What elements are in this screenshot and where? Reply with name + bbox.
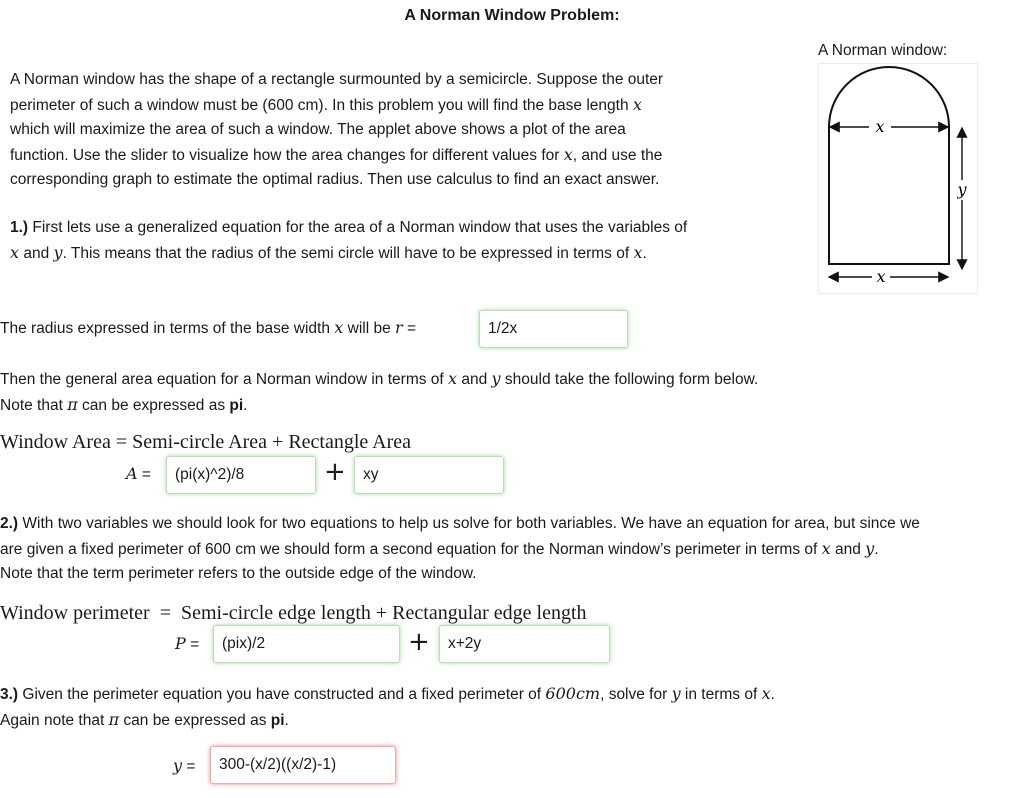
intro-line: A Norman window has the shape of a rectangle surmounted by a semicircle. Suppose the outer bbox=[10, 71, 664, 88]
intro-line: corresponding graph to estimate the optimal radius. Then use calculus to find an exact answer. bbox=[10, 171, 660, 189]
plus-sign: + bbox=[324, 457, 346, 487]
plus-sign: + bbox=[408, 627, 430, 657]
intro-line: which will maximize the area of such a window. The applet above shows a plot of the area bbox=[10, 121, 626, 139]
general-line: Note that π can be expressed as pi. bbox=[0, 394, 248, 414]
question-1 bbox=[10, 216, 770, 266]
figure-caption: A Norman window: bbox=[818, 42, 948, 59]
radius-prompt: The radius expressed in terms of the base width x will be r = bbox=[0, 318, 417, 337]
perimeter-heading: Window perimeter = Semi-circle edge length + Rectangular edge length bbox=[0, 602, 587, 624]
rectangle-area-input[interactable]: xy bbox=[354, 456, 504, 494]
question-2 bbox=[0, 512, 1024, 587]
norman-window-diagram bbox=[819, 64, 977, 293]
general-line: Then the general area equation for a Norman window in terms of x and y should take the following form below. bbox=[0, 369, 759, 388]
x-top-label: x bbox=[875, 117, 885, 136]
page-title: A Norman Window Problem: bbox=[404, 7, 620, 24]
intro-line: perimeter of such a window must be (600 cm). In this problem you will find the base length x bbox=[10, 94, 642, 114]
q2-line: Note that the term perimeter refers to the outside edge of the window. bbox=[0, 565, 477, 583]
area-label: A = bbox=[126, 464, 151, 483]
y-label: y bbox=[957, 180, 967, 199]
window-outline bbox=[829, 67, 949, 264]
norman-window-figure bbox=[818, 63, 978, 294]
q1-line: x and y. This means that the radius of the semi circle will have to be expressed in terms of x. bbox=[10, 242, 647, 262]
y-solution-input[interactable]: 300-(x/2)((x/2)-1) bbox=[210, 746, 396, 784]
semicircle-area-input[interactable]: (pi(x)^2)/8 bbox=[166, 456, 316, 494]
q3-line: Again note that π can be expressed as pi. bbox=[0, 709, 289, 729]
perimeter-label: P = bbox=[175, 634, 200, 653]
intro-line: function. Use the slider to visualize how the area changes for different values for x, and use the bbox=[10, 144, 663, 164]
rectangular-edge-input[interactable]: x+2y bbox=[439, 625, 610, 663]
x-bottom-label: x bbox=[876, 267, 886, 286]
q2-line: are given a fixed perimeter of 600 cm we should form a second equation for the Norman window’s perimeter in terms of x and y. bbox=[0, 538, 879, 558]
q1-line: 1.) First lets use a generalized equation for the area of a Norman window that uses the variables of bbox=[10, 219, 688, 236]
intro-paragraph bbox=[10, 68, 770, 193]
q2-line: 2.) With two variables we should look for two equations to help us solve for both variables. We have an equation for area, but since we bbox=[0, 515, 920, 532]
y-label: y = bbox=[173, 756, 196, 775]
semicircle-edge-input[interactable]: (pix)/2 bbox=[213, 625, 400, 663]
area-heading: Window Area = Semi-circle Area + Rectangle Area bbox=[0, 431, 412, 453]
q3-line: 3.) Given the perimeter equation you have constructed and a fixed perimeter of 600cm, solve for y in terms of x. bbox=[0, 684, 775, 703]
general-area-text bbox=[0, 367, 1000, 418]
radius-input[interactable]: 1/2x bbox=[479, 310, 628, 348]
question-3 bbox=[0, 682, 1024, 733]
